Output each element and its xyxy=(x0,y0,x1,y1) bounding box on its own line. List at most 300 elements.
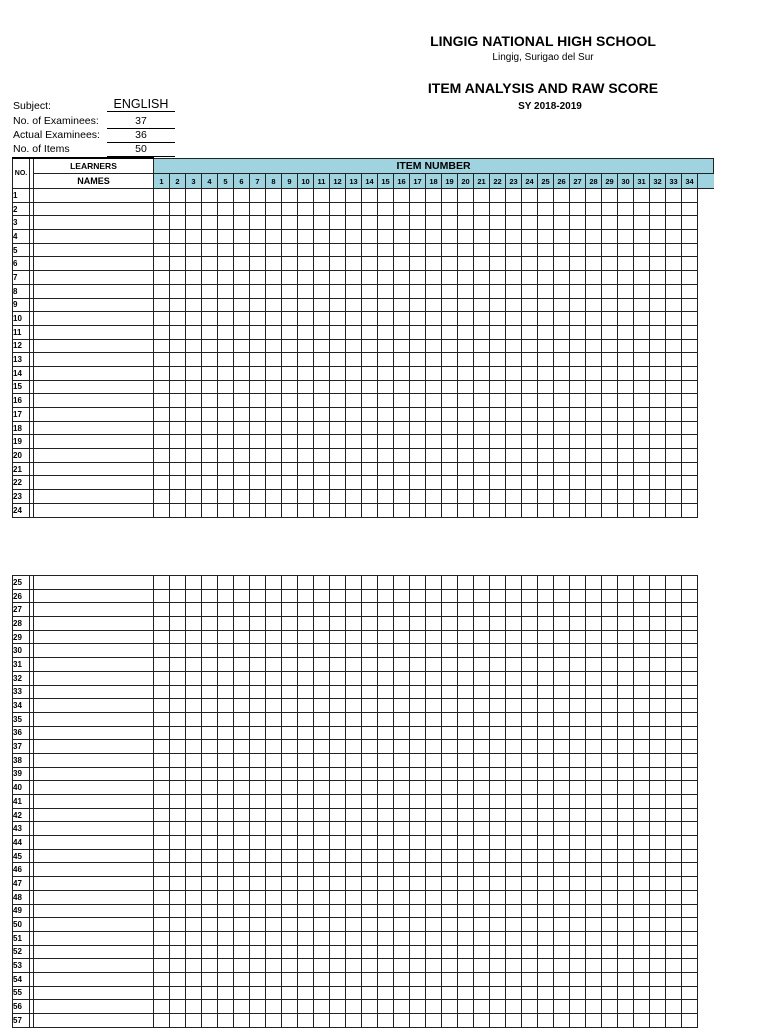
score-cell[interactable] xyxy=(682,589,698,603)
score-cell[interactable] xyxy=(394,795,410,809)
score-cell[interactable] xyxy=(266,576,282,590)
score-cell[interactable] xyxy=(378,380,394,394)
score-cell[interactable] xyxy=(170,822,186,836)
score-cell[interactable] xyxy=(426,877,442,891)
score-cell[interactable] xyxy=(154,781,170,795)
score-cell[interactable] xyxy=(378,230,394,244)
score-cell[interactable] xyxy=(586,408,602,422)
score-cell[interactable] xyxy=(170,189,186,203)
score-cell[interactable] xyxy=(282,490,298,504)
score-cell[interactable] xyxy=(330,836,346,850)
score-cell[interactable] xyxy=(602,740,618,754)
score-cell[interactable] xyxy=(346,918,362,932)
score-cell[interactable] xyxy=(330,753,346,767)
score-cell[interactable] xyxy=(682,877,698,891)
score-cell[interactable] xyxy=(314,685,330,699)
score-cell[interactable] xyxy=(202,284,218,298)
score-cell[interactable] xyxy=(186,476,202,490)
score-cell[interactable] xyxy=(602,298,618,312)
score-cell[interactable] xyxy=(506,476,522,490)
score-cell[interactable] xyxy=(362,589,378,603)
score-cell[interactable] xyxy=(458,298,474,312)
score-cell[interactable] xyxy=(330,408,346,422)
score-cell[interactable] xyxy=(186,836,202,850)
score-cell[interactable] xyxy=(634,1000,650,1014)
score-cell[interactable] xyxy=(522,699,538,713)
score-cell[interactable] xyxy=(474,271,490,285)
score-cell[interactable] xyxy=(634,462,650,476)
score-cell[interactable] xyxy=(474,863,490,877)
score-cell[interactable] xyxy=(618,849,634,863)
score-cell[interactable] xyxy=(570,408,586,422)
score-cell[interactable] xyxy=(282,230,298,244)
score-cell[interactable] xyxy=(186,216,202,230)
score-cell[interactable] xyxy=(618,699,634,713)
score-cell[interactable] xyxy=(650,849,666,863)
score-cell[interactable] xyxy=(634,449,650,463)
score-cell[interactable] xyxy=(666,216,682,230)
score-cell[interactable] xyxy=(666,945,682,959)
score-cell[interactable] xyxy=(250,945,266,959)
score-cell[interactable] xyxy=(250,781,266,795)
score-cell[interactable] xyxy=(330,257,346,271)
score-cell[interactable] xyxy=(474,366,490,380)
score-cell[interactable] xyxy=(250,202,266,216)
score-cell[interactable] xyxy=(298,257,314,271)
score-cell[interactable] xyxy=(426,298,442,312)
score-cell[interactable] xyxy=(602,408,618,422)
score-cell[interactable] xyxy=(234,617,250,631)
score-cell[interactable] xyxy=(666,353,682,367)
learner-name-cell[interactable] xyxy=(34,849,154,863)
score-cell[interactable] xyxy=(378,617,394,631)
score-cell[interactable] xyxy=(186,603,202,617)
score-cell[interactable] xyxy=(586,822,602,836)
score-cell[interactable] xyxy=(570,243,586,257)
score-cell[interactable] xyxy=(170,781,186,795)
score-cell[interactable] xyxy=(474,972,490,986)
score-cell[interactable] xyxy=(330,986,346,1000)
score-cell[interactable] xyxy=(602,449,618,463)
score-cell[interactable] xyxy=(378,462,394,476)
score-cell[interactable] xyxy=(186,685,202,699)
score-cell[interactable] xyxy=(170,767,186,781)
score-cell[interactable] xyxy=(490,325,506,339)
score-cell[interactable] xyxy=(570,986,586,1000)
score-cell[interactable] xyxy=(314,490,330,504)
score-cell[interactable] xyxy=(298,189,314,203)
score-cell[interactable] xyxy=(538,216,554,230)
score-cell[interactable] xyxy=(618,986,634,1000)
score-cell[interactable] xyxy=(170,202,186,216)
score-cell[interactable] xyxy=(186,972,202,986)
score-cell[interactable] xyxy=(282,781,298,795)
score-cell[interactable] xyxy=(666,202,682,216)
score-cell[interactable] xyxy=(426,435,442,449)
score-cell[interactable] xyxy=(410,503,426,517)
score-cell[interactable] xyxy=(378,781,394,795)
score-cell[interactable] xyxy=(682,767,698,781)
score-cell[interactable] xyxy=(314,230,330,244)
score-cell[interactable] xyxy=(186,380,202,394)
score-cell[interactable] xyxy=(442,849,458,863)
score-cell[interactable] xyxy=(490,230,506,244)
score-cell[interactable] xyxy=(266,394,282,408)
score-cell[interactable] xyxy=(506,959,522,973)
score-cell[interactable] xyxy=(506,822,522,836)
score-cell[interactable] xyxy=(218,576,234,590)
score-cell[interactable] xyxy=(426,671,442,685)
score-cell[interactable] xyxy=(602,822,618,836)
score-cell[interactable] xyxy=(474,202,490,216)
score-cell[interactable] xyxy=(218,339,234,353)
score-cell[interactable] xyxy=(666,1014,682,1028)
score-cell[interactable] xyxy=(666,421,682,435)
score-cell[interactable] xyxy=(474,959,490,973)
score-cell[interactable] xyxy=(442,298,458,312)
score-cell[interactable] xyxy=(394,699,410,713)
learner-name-cell[interactable] xyxy=(34,503,154,517)
score-cell[interactable] xyxy=(442,449,458,463)
score-cell[interactable] xyxy=(394,740,410,754)
score-cell[interactable] xyxy=(154,644,170,658)
score-cell[interactable] xyxy=(490,271,506,285)
score-cell[interactable] xyxy=(218,1000,234,1014)
score-cell[interactable] xyxy=(570,685,586,699)
score-cell[interactable] xyxy=(202,476,218,490)
score-cell[interactable] xyxy=(522,1000,538,1014)
score-cell[interactable] xyxy=(394,576,410,590)
score-cell[interactable] xyxy=(234,421,250,435)
score-cell[interactable] xyxy=(506,189,522,203)
score-cell[interactable] xyxy=(538,767,554,781)
score-cell[interactable] xyxy=(586,503,602,517)
score-cell[interactable] xyxy=(314,603,330,617)
score-cell[interactable] xyxy=(170,366,186,380)
score-cell[interactable] xyxy=(570,808,586,822)
score-cell[interactable] xyxy=(538,617,554,631)
score-cell[interactable] xyxy=(362,918,378,932)
score-cell[interactable] xyxy=(378,257,394,271)
score-cell[interactable] xyxy=(346,726,362,740)
score-cell[interactable] xyxy=(218,945,234,959)
score-cell[interactable] xyxy=(410,617,426,631)
score-cell[interactable] xyxy=(218,490,234,504)
score-cell[interactable] xyxy=(586,325,602,339)
score-cell[interactable] xyxy=(218,767,234,781)
score-cell[interactable] xyxy=(506,589,522,603)
score-cell[interactable] xyxy=(522,740,538,754)
score-cell[interactable] xyxy=(458,822,474,836)
score-cell[interactable] xyxy=(458,972,474,986)
score-cell[interactable] xyxy=(666,339,682,353)
score-cell[interactable] xyxy=(538,589,554,603)
score-cell[interactable] xyxy=(410,781,426,795)
score-cell[interactable] xyxy=(522,312,538,326)
score-cell[interactable] xyxy=(250,699,266,713)
score-cell[interactable] xyxy=(330,808,346,822)
score-cell[interactable] xyxy=(266,972,282,986)
score-cell[interactable] xyxy=(314,394,330,408)
score-cell[interactable] xyxy=(650,740,666,754)
score-cell[interactable] xyxy=(442,671,458,685)
score-cell[interactable] xyxy=(394,685,410,699)
score-cell[interactable] xyxy=(522,685,538,699)
score-cell[interactable] xyxy=(394,617,410,631)
score-cell[interactable] xyxy=(234,630,250,644)
score-cell[interactable] xyxy=(586,216,602,230)
score-cell[interactable] xyxy=(186,189,202,203)
score-cell[interactable] xyxy=(506,712,522,726)
score-cell[interactable] xyxy=(506,380,522,394)
score-cell[interactable] xyxy=(522,617,538,631)
score-cell[interactable] xyxy=(650,435,666,449)
score-cell[interactable] xyxy=(666,685,682,699)
score-cell[interactable] xyxy=(522,284,538,298)
score-cell[interactable] xyxy=(362,863,378,877)
score-cell[interactable] xyxy=(522,658,538,672)
score-cell[interactable] xyxy=(298,271,314,285)
learner-name-cell[interactable] xyxy=(34,202,154,216)
score-cell[interactable] xyxy=(650,767,666,781)
score-cell[interactable] xyxy=(570,394,586,408)
score-cell[interactable] xyxy=(682,671,698,685)
score-cell[interactable] xyxy=(538,890,554,904)
score-cell[interactable] xyxy=(346,1014,362,1028)
score-cell[interactable] xyxy=(650,202,666,216)
score-cell[interactable] xyxy=(378,726,394,740)
score-cell[interactable] xyxy=(586,877,602,891)
score-cell[interactable] xyxy=(682,959,698,973)
score-cell[interactable] xyxy=(522,945,538,959)
score-cell[interactable] xyxy=(314,671,330,685)
score-cell[interactable] xyxy=(202,658,218,672)
score-cell[interactable] xyxy=(490,298,506,312)
score-cell[interactable] xyxy=(410,394,426,408)
score-cell[interactable] xyxy=(538,849,554,863)
score-cell[interactable] xyxy=(586,589,602,603)
score-cell[interactable] xyxy=(554,863,570,877)
score-cell[interactable] xyxy=(650,712,666,726)
score-cell[interactable] xyxy=(314,462,330,476)
score-cell[interactable] xyxy=(490,699,506,713)
score-cell[interactable] xyxy=(282,945,298,959)
score-cell[interactable] xyxy=(250,394,266,408)
score-cell[interactable] xyxy=(218,408,234,422)
score-cell[interactable] xyxy=(602,986,618,1000)
score-cell[interactable] xyxy=(442,380,458,394)
score-cell[interactable] xyxy=(282,795,298,809)
learner-name-cell[interactable] xyxy=(34,836,154,850)
score-cell[interactable] xyxy=(586,462,602,476)
score-cell[interactable] xyxy=(266,726,282,740)
score-cell[interactable] xyxy=(346,435,362,449)
score-cell[interactable] xyxy=(250,931,266,945)
score-cell[interactable] xyxy=(234,712,250,726)
score-cell[interactable] xyxy=(154,795,170,809)
score-cell[interactable] xyxy=(506,603,522,617)
score-cell[interactable] xyxy=(586,986,602,1000)
score-cell[interactable] xyxy=(346,353,362,367)
learner-name-cell[interactable] xyxy=(34,339,154,353)
score-cell[interactable] xyxy=(442,1000,458,1014)
score-cell[interactable] xyxy=(378,630,394,644)
score-cell[interactable] xyxy=(234,394,250,408)
score-cell[interactable] xyxy=(330,795,346,809)
score-cell[interactable] xyxy=(490,904,506,918)
score-cell[interactable] xyxy=(490,603,506,617)
score-cell[interactable] xyxy=(410,808,426,822)
score-cell[interactable] xyxy=(362,380,378,394)
score-cell[interactable] xyxy=(330,972,346,986)
score-cell[interactable] xyxy=(650,490,666,504)
score-cell[interactable] xyxy=(618,435,634,449)
score-cell[interactable] xyxy=(666,712,682,726)
learner-name-cell[interactable] xyxy=(34,767,154,781)
score-cell[interactable] xyxy=(682,849,698,863)
score-cell[interactable] xyxy=(634,986,650,1000)
score-cell[interactable] xyxy=(586,836,602,850)
score-cell[interactable] xyxy=(442,781,458,795)
score-cell[interactable] xyxy=(186,890,202,904)
score-cell[interactable] xyxy=(186,339,202,353)
learner-name-cell[interactable] xyxy=(34,380,154,394)
score-cell[interactable] xyxy=(170,671,186,685)
score-cell[interactable] xyxy=(314,576,330,590)
score-cell[interactable] xyxy=(682,904,698,918)
score-cell[interactable] xyxy=(282,685,298,699)
score-cell[interactable] xyxy=(282,644,298,658)
score-cell[interactable] xyxy=(154,890,170,904)
learner-name-cell[interactable] xyxy=(34,617,154,631)
score-cell[interactable] xyxy=(266,986,282,1000)
score-cell[interactable] xyxy=(298,685,314,699)
score-cell[interactable] xyxy=(442,877,458,891)
learner-name-cell[interactable] xyxy=(34,589,154,603)
score-cell[interactable] xyxy=(474,325,490,339)
score-cell[interactable] xyxy=(554,986,570,1000)
score-cell[interactable] xyxy=(202,503,218,517)
score-cell[interactable] xyxy=(522,644,538,658)
score-cell[interactable] xyxy=(634,339,650,353)
score-cell[interactable] xyxy=(234,808,250,822)
learner-name-cell[interactable] xyxy=(34,986,154,1000)
score-cell[interactable] xyxy=(474,490,490,504)
score-cell[interactable] xyxy=(474,808,490,822)
score-cell[interactable] xyxy=(442,576,458,590)
score-cell[interactable] xyxy=(586,435,602,449)
score-cell[interactable] xyxy=(186,230,202,244)
score-cell[interactable] xyxy=(474,449,490,463)
score-cell[interactable] xyxy=(554,271,570,285)
score-cell[interactable] xyxy=(378,353,394,367)
score-cell[interactable] xyxy=(346,753,362,767)
score-cell[interactable] xyxy=(186,490,202,504)
score-cell[interactable] xyxy=(346,904,362,918)
score-cell[interactable] xyxy=(266,931,282,945)
score-cell[interactable] xyxy=(538,904,554,918)
score-cell[interactable] xyxy=(522,202,538,216)
score-cell[interactable] xyxy=(506,298,522,312)
learner-name-cell[interactable] xyxy=(34,658,154,672)
score-cell[interactable] xyxy=(202,576,218,590)
score-cell[interactable] xyxy=(522,863,538,877)
score-cell[interactable] xyxy=(618,972,634,986)
score-cell[interactable] xyxy=(458,257,474,271)
score-cell[interactable] xyxy=(650,931,666,945)
score-cell[interactable] xyxy=(442,931,458,945)
learner-name-cell[interactable] xyxy=(34,366,154,380)
score-cell[interactable] xyxy=(490,795,506,809)
score-cell[interactable] xyxy=(250,421,266,435)
score-cell[interactable] xyxy=(570,822,586,836)
score-cell[interactable] xyxy=(314,435,330,449)
score-cell[interactable] xyxy=(474,699,490,713)
score-cell[interactable] xyxy=(250,490,266,504)
score-cell[interactable] xyxy=(410,918,426,932)
score-cell[interactable] xyxy=(346,931,362,945)
score-cell[interactable] xyxy=(634,795,650,809)
score-cell[interactable] xyxy=(266,945,282,959)
score-cell[interactable] xyxy=(474,408,490,422)
score-cell[interactable] xyxy=(234,189,250,203)
score-cell[interactable] xyxy=(394,230,410,244)
score-cell[interactable] xyxy=(586,284,602,298)
score-cell[interactable] xyxy=(650,1000,666,1014)
score-cell[interactable] xyxy=(474,189,490,203)
score-cell[interactable] xyxy=(506,849,522,863)
score-cell[interactable] xyxy=(666,836,682,850)
score-cell[interactable] xyxy=(634,822,650,836)
score-cell[interactable] xyxy=(266,216,282,230)
score-cell[interactable] xyxy=(426,644,442,658)
score-cell[interactable] xyxy=(586,476,602,490)
score-cell[interactable] xyxy=(490,740,506,754)
score-cell[interactable] xyxy=(282,339,298,353)
score-cell[interactable] xyxy=(282,959,298,973)
score-cell[interactable] xyxy=(490,1000,506,1014)
score-cell[interactable] xyxy=(282,325,298,339)
score-cell[interactable] xyxy=(650,959,666,973)
score-cell[interactable] xyxy=(410,726,426,740)
score-cell[interactable] xyxy=(282,380,298,394)
score-cell[interactable] xyxy=(634,435,650,449)
score-cell[interactable] xyxy=(586,271,602,285)
score-cell[interactable] xyxy=(250,353,266,367)
score-cell[interactable] xyxy=(682,449,698,463)
score-cell[interactable] xyxy=(410,767,426,781)
score-cell[interactable] xyxy=(314,767,330,781)
score-cell[interactable] xyxy=(666,822,682,836)
score-cell[interactable] xyxy=(554,658,570,672)
score-cell[interactable] xyxy=(522,918,538,932)
score-cell[interactable] xyxy=(506,685,522,699)
score-cell[interactable] xyxy=(586,863,602,877)
score-cell[interactable] xyxy=(410,230,426,244)
score-cell[interactable] xyxy=(250,630,266,644)
score-cell[interactable] xyxy=(330,243,346,257)
score-cell[interactable] xyxy=(426,394,442,408)
score-cell[interactable] xyxy=(186,617,202,631)
score-cell[interactable] xyxy=(346,808,362,822)
score-cell[interactable] xyxy=(666,617,682,631)
score-cell[interactable] xyxy=(186,849,202,863)
score-cell[interactable] xyxy=(426,339,442,353)
score-cell[interactable] xyxy=(266,325,282,339)
score-cell[interactable] xyxy=(570,271,586,285)
score-cell[interactable] xyxy=(570,449,586,463)
score-cell[interactable] xyxy=(410,644,426,658)
